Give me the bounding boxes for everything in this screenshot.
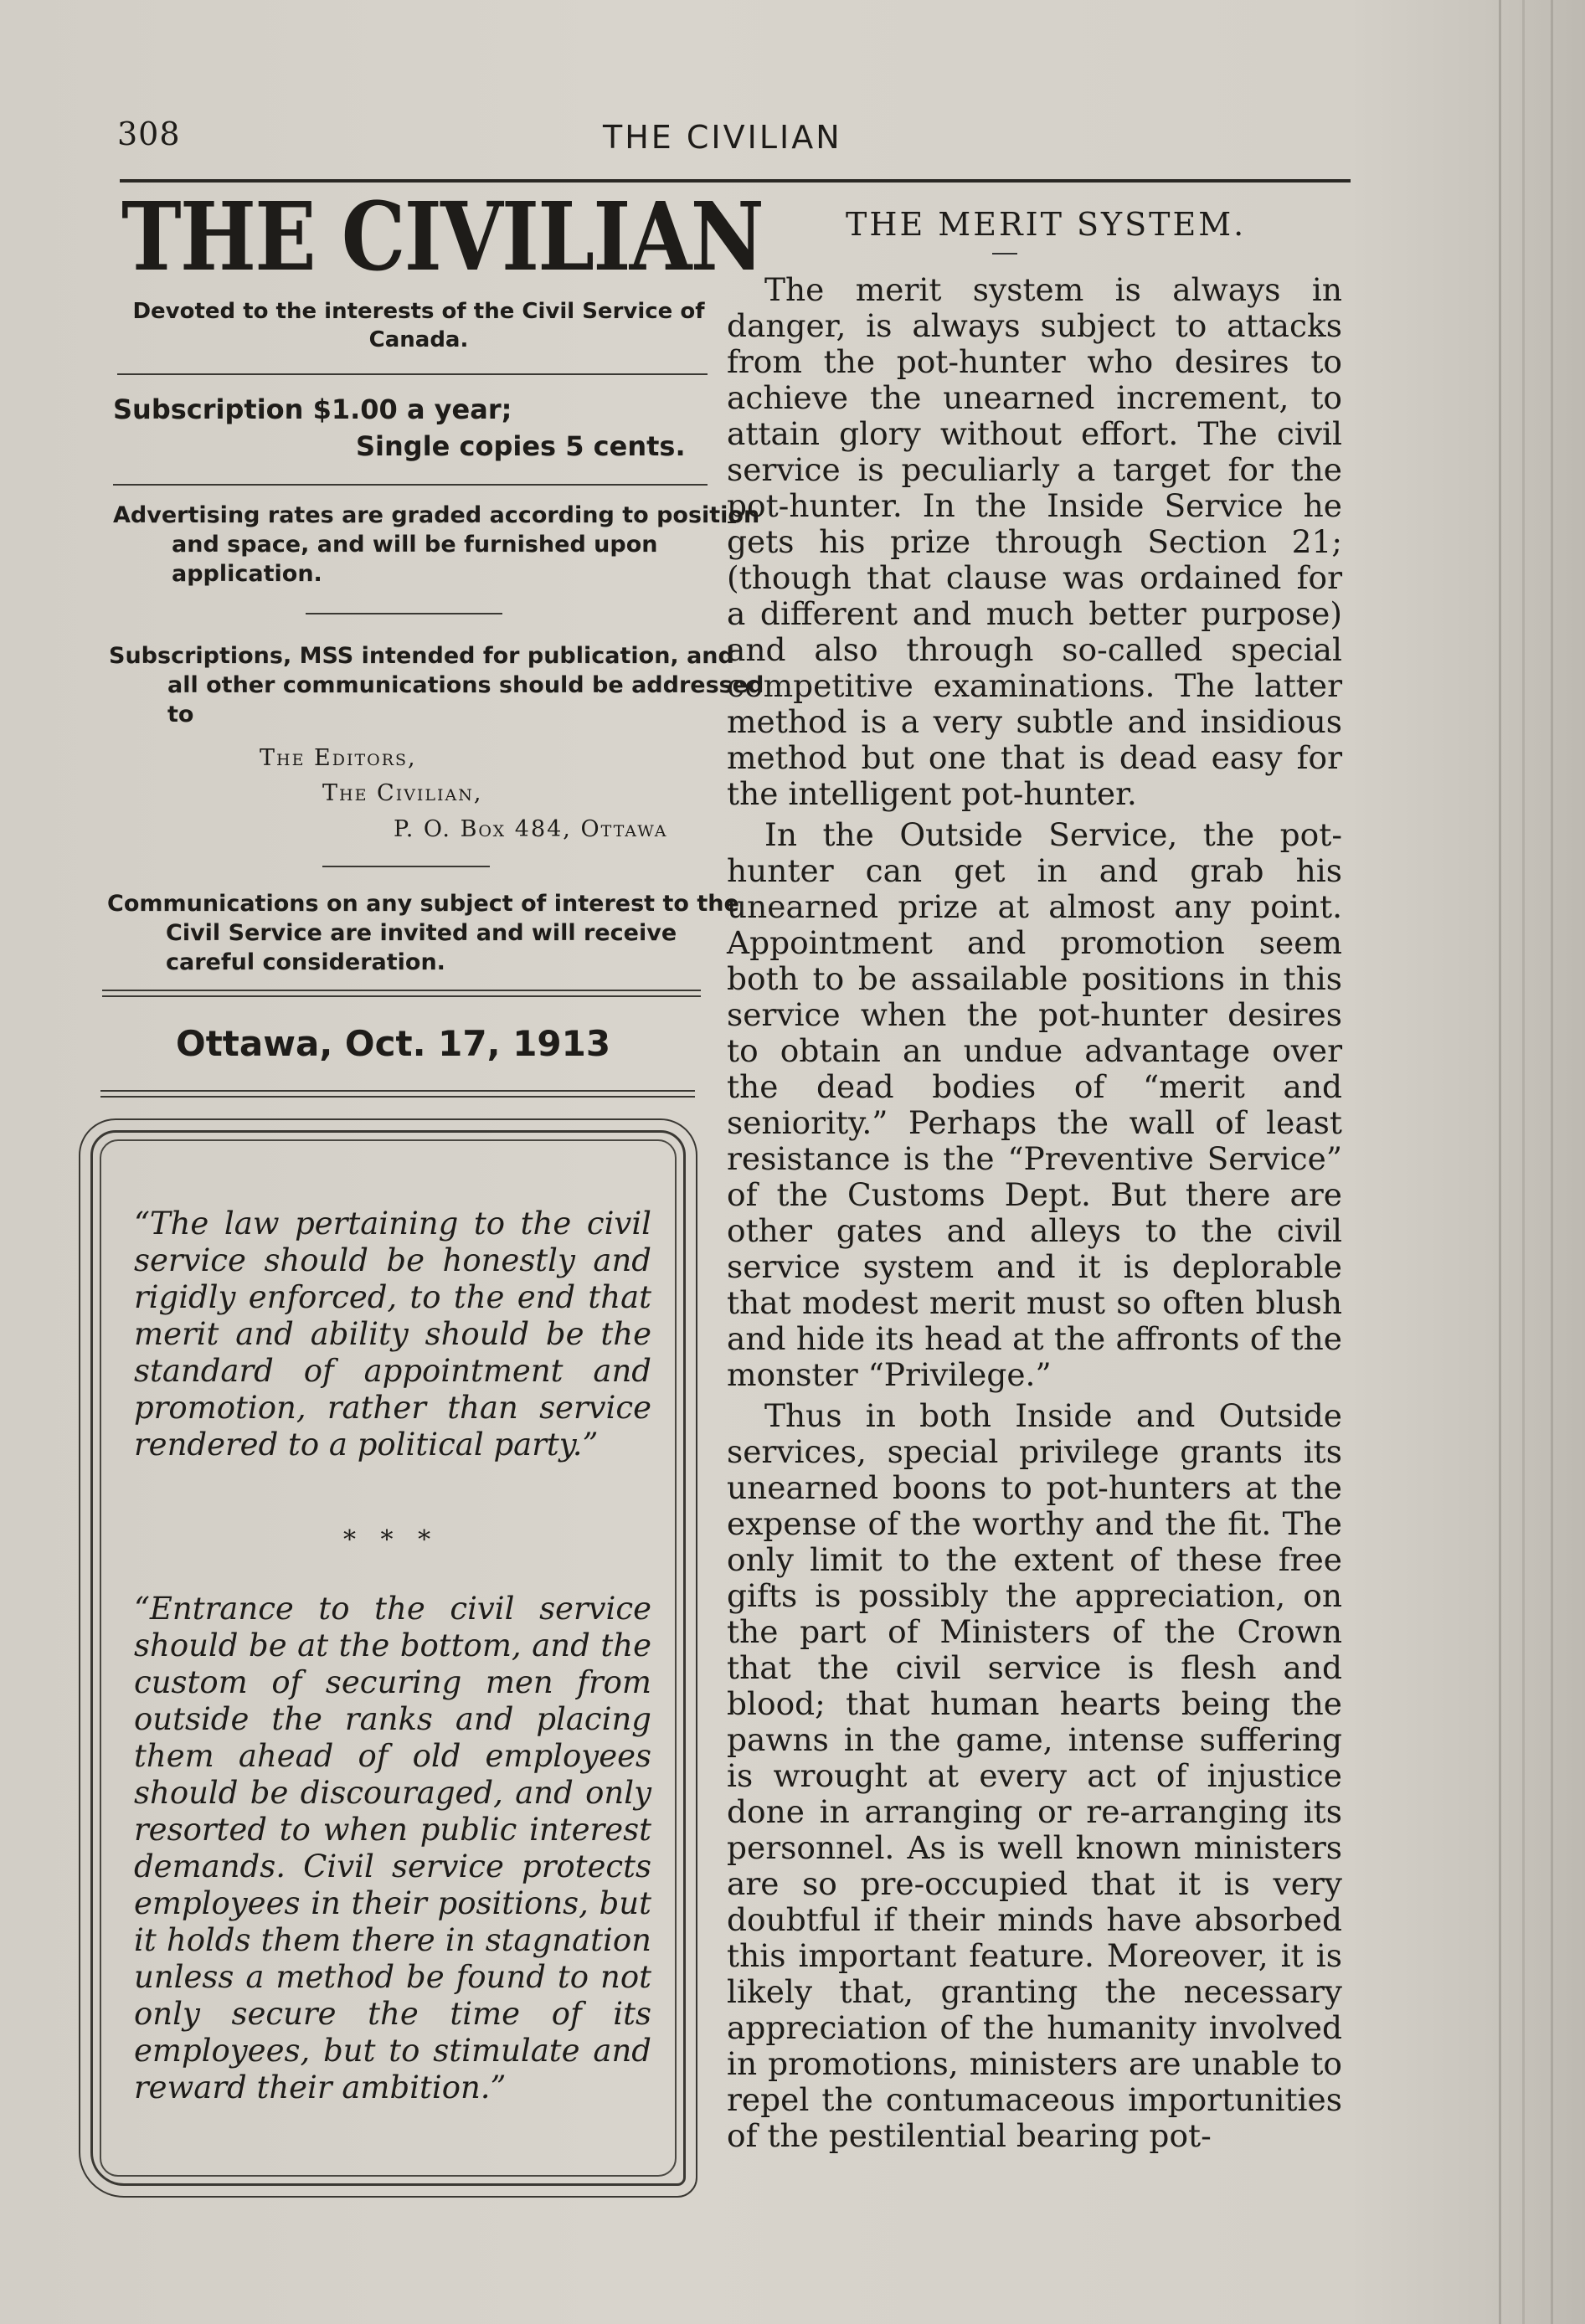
issue-date: Ottawa, Oct. 17, 1913: [176, 1023, 611, 1064]
article-paragraph: In the Outside Service, the pot-hunter can get in and grab his unearned prize at almost any point. Appointment and promotion seem both to be assailable positions in this service when the pot-hunter desires to obtain an undue advantage over the dead bodies of “merit and seniority.” Perhaps the wall of least resistance is the “Preventive Service” of the Customs Dept. But there are other gates and alleys to the civil service system and it is deplorable that modest merit must so often blush and hide its head at the affronts of the monster “Privilege.”: [727, 816, 1342, 1393]
running-head: THE CIVILIAN: [603, 119, 842, 156]
page-edge: [1551, 0, 1553, 2324]
divider: [322, 866, 490, 867]
address-line: The Editors,: [260, 745, 417, 771]
double-rule: [100, 1090, 695, 1098]
quote-paragraph: “Entrance to the civil service should be at the bottom, and the custom of securing men from outside the ranks and placing them ahead of old employees should be discouraged, and only resorted to when public interest demands. Civil service protects employees in their positions, but it holds them there in stagnation unless a method be found to not only secure the time of its employees, but to stimulate and reward their ambition.”: [134, 1591, 651, 2105]
article-title: THE MERIT SYSTEM.: [846, 206, 1247, 243]
title-dash: [992, 253, 1017, 255]
single-copy-price: Single copies 5 cents.: [356, 430, 686, 462]
article-body: [727, 272, 1342, 2154]
subscriptions-note: Subscriptions, MSS intended for publication, and all other communications should be addressed to: [109, 643, 764, 728]
quote-separator: * * *: [343, 1525, 440, 1555]
divider: [113, 484, 708, 486]
address-line: P. O. Box 484, Ottawa: [394, 816, 668, 842]
quote-paragraph: “The law pertaining to the civil service should be honestly and rigidly enforced, to the end that merit and ability should be the standard of appointment and promotion, rather than service rendered to a political party.”: [134, 1206, 651, 1463]
masthead-title: THE CIVILIAN: [121, 183, 764, 292]
advertising-note: Advertising rates are graded according to position and space, and will be furnished upon application.: [113, 502, 760, 587]
address-line: The Civilian,: [322, 780, 483, 806]
page-edge: [1499, 0, 1501, 2324]
double-rule: [102, 990, 701, 997]
article-paragraph: The merit system is always in danger, is always subject to attacks from the pot-hunter who desires to achieve the unearned increment, to attain glory without effort. The civil service is peculiarly a target for the pot-hunter. In the Inside Service he gets his prize through Section 21; (though that clause was ordained for a different and much better purpose) and also through so-called special competitive examinations. The latter method is a very subtle and insidious method but one that is dead easy for the intelligent pot-hunter.: [727, 271, 1342, 812]
communications-note: Communications on any subject of interest to the Civil Service are invited and will receive careful consideration.: [107, 891, 739, 975]
page-edge: [1522, 0, 1525, 2324]
subscription-rate: Subscription $1.00 a year;: [113, 393, 512, 425]
page-number: 308: [117, 116, 181, 152]
divider: [306, 613, 502, 614]
masthead-tagline: Devoted to the interests of the Civil Service of Canada.: [132, 299, 705, 352]
divider: [117, 373, 708, 375]
article-paragraph: Thus in both Inside and Outside services, special privilege grants its unearned boons to pot-hunters at the expense of the worthy and the fit. The only limit to the extent of these free gifts is possibly the appreciation, on the part of Ministers of the Crown that the civil service is flesh and blood; that human hearts being the pawns in the game, intense suffering is wrought at every act of injustice done in arranging or re-arranging its personnel. As is well known ministers are so pre-occupied that it is very doubtful if their minds have absorbed this important feature. Moreover, it is likely that, granting the necessary appreciation of the humanity involved in promotions, ministers are unable to repel the contumaceous importunities of the pestilential bearing pot-: [727, 1397, 1342, 2154]
